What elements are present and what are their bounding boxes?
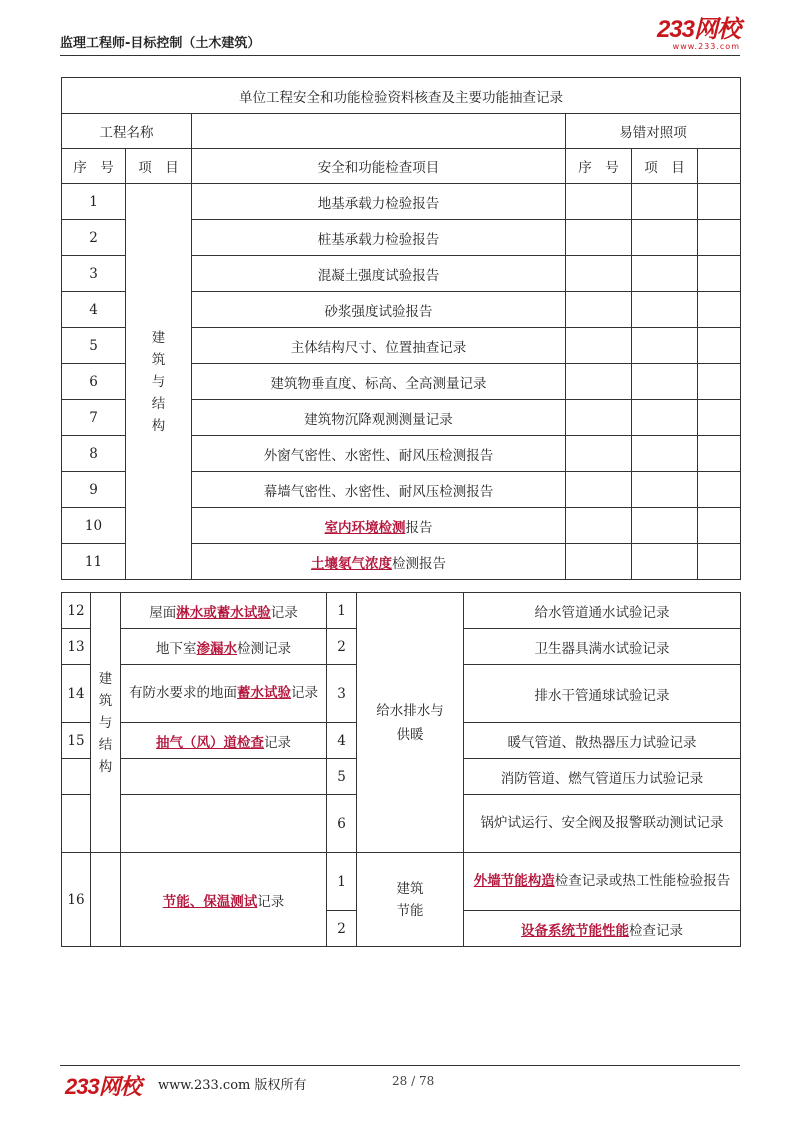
col-header-item: 项 目	[126, 149, 192, 184]
row-number: 12	[62, 593, 91, 629]
row-number: 1	[62, 184, 126, 220]
highlight-term: 淋水或蓄水试验	[176, 604, 271, 621]
row-number: 10	[62, 508, 126, 544]
check-item: 卫生器具满水试验记录	[464, 629, 741, 665]
check-item: 建筑物垂直度、标高、全高测量记录	[192, 364, 566, 400]
group-label-text: 建筑与结构	[98, 670, 113, 775]
check-item: 排水干管通球试验记录	[464, 665, 741, 723]
highlight-term: 室内环境检测	[324, 519, 406, 536]
check-item: 建筑物沉降观测测量记录	[192, 400, 566, 436]
row-number: 3	[62, 256, 126, 292]
cross-ref-label: 易错对照项	[566, 114, 741, 149]
cross-reference-table	[61, 592, 741, 947]
check-item: 给水管道通水试验记录	[464, 593, 741, 629]
check-item: 暖气管道、散热器压力试验记录	[464, 723, 741, 759]
check-item: 有防水要求的地面蓄水试验记录	[121, 665, 327, 723]
check-item: 砂浆强度试验报告	[192, 292, 566, 328]
check-item: 土壤氡气浓度检测报告	[192, 544, 566, 580]
row-number: 15	[62, 723, 91, 759]
check-item: 抽气（风）道检查记录	[121, 723, 327, 759]
group-label-plumbing	[357, 593, 464, 853]
footer-site-text: www.233.com 版权所有	[158, 1078, 307, 1093]
page-number: 28 / 78	[392, 1074, 435, 1088]
row-number: 7	[62, 400, 126, 436]
check-item: 幕墙气密性、水密性、耐风压检测报告	[192, 472, 566, 508]
highlight-term: 渗漏水	[196, 640, 237, 657]
project-name-label: 工程名称	[62, 114, 192, 149]
footer-divider	[60, 1065, 740, 1066]
check-item: 桩基承载力检验报告	[192, 220, 566, 256]
group-label-structure	[126, 184, 192, 580]
row-number: 4	[62, 292, 126, 328]
check-item: 设备系统节能性能检查记录	[464, 911, 741, 947]
row-number: 11	[62, 544, 126, 580]
highlight-term: 抽气（风）道检查	[156, 734, 264, 751]
group-label-structure	[91, 593, 121, 853]
row-number: 8	[62, 436, 126, 472]
col-header-seq: 序 号	[62, 149, 126, 184]
row-number: 14	[62, 665, 91, 723]
row-number: 1	[327, 853, 357, 911]
row-number: 6	[62, 364, 126, 400]
table-row	[62, 853, 741, 911]
row-number: 13	[62, 629, 91, 665]
check-item: 混凝土强度试验报告	[192, 256, 566, 292]
footer-logo: 233网校	[65, 1074, 141, 1099]
logo-text: 233网校	[656, 16, 740, 43]
document-header-title: 监理工程师-目标控制（土木建筑）	[60, 36, 261, 51]
check-item: 消防管道、燃气管道压力试验记录	[464, 759, 741, 795]
col-header-item2: 项 目	[632, 149, 698, 184]
group-label-structure-cont	[91, 853, 121, 947]
highlight-term: 节能、保温测试	[162, 893, 258, 910]
inspection-record-table	[61, 77, 741, 580]
row-number: 5	[327, 759, 357, 795]
col-header-check: 安全和功能检查项目	[192, 149, 566, 184]
check-item: 地下室渗漏水检测记录	[121, 629, 327, 665]
row-number: 16	[62, 853, 91, 947]
group-label-text: 建筑与结构	[151, 329, 166, 434]
row-number: 6	[327, 795, 357, 853]
highlight-term: 外墙节能构造	[473, 873, 555, 889]
check-item: 室内环境检测报告	[192, 508, 566, 544]
row-number: 2	[327, 911, 357, 947]
row-number: 9	[62, 472, 126, 508]
group-label-text: 建筑节能	[396, 880, 424, 919]
check-item: 外窗气密性、水密性、耐风压检测报告	[192, 436, 566, 472]
check-item: 外墙节能构造检查记录或热工性能检验报告	[464, 853, 741, 911]
header-divider	[60, 55, 740, 56]
row-number: 2	[62, 220, 126, 256]
check-item: 屋面淋水或蓄水试验记录	[121, 593, 327, 629]
col-header-blank	[698, 149, 741, 184]
group-label-text: 给水排水与供暖	[376, 702, 444, 743]
logo-subtext: www.233.com	[672, 42, 740, 51]
check-item: 节能、保温测试记录	[121, 853, 327, 947]
group-label-energy	[357, 853, 464, 947]
table-row	[62, 184, 741, 220]
col-header-seq2: 序 号	[566, 149, 632, 184]
row-number: 2	[327, 629, 357, 665]
row-number: 5	[62, 328, 126, 364]
row-number: 1	[327, 593, 357, 629]
check-item: 地基承载力检验报告	[192, 184, 566, 220]
highlight-term: 设备系统节能性能	[521, 922, 629, 939]
check-item: 锅炉试运行、安全阀及报警联动测试记录	[464, 795, 741, 853]
brand-logo	[657, 18, 740, 51]
row-number: 3	[327, 665, 357, 723]
check-item: 主体结构尺寸、位置抽查记录	[192, 328, 566, 364]
project-name-value	[192, 114, 566, 149]
table-row	[62, 593, 741, 629]
table-title: 单位工程安全和功能检验资料核查及主要功能抽查记录	[62, 78, 741, 114]
row-number: 4	[327, 723, 357, 759]
highlight-term: 土壤氡气浓度	[311, 555, 392, 572]
highlight-term: 蓄水试验	[237, 685, 291, 701]
